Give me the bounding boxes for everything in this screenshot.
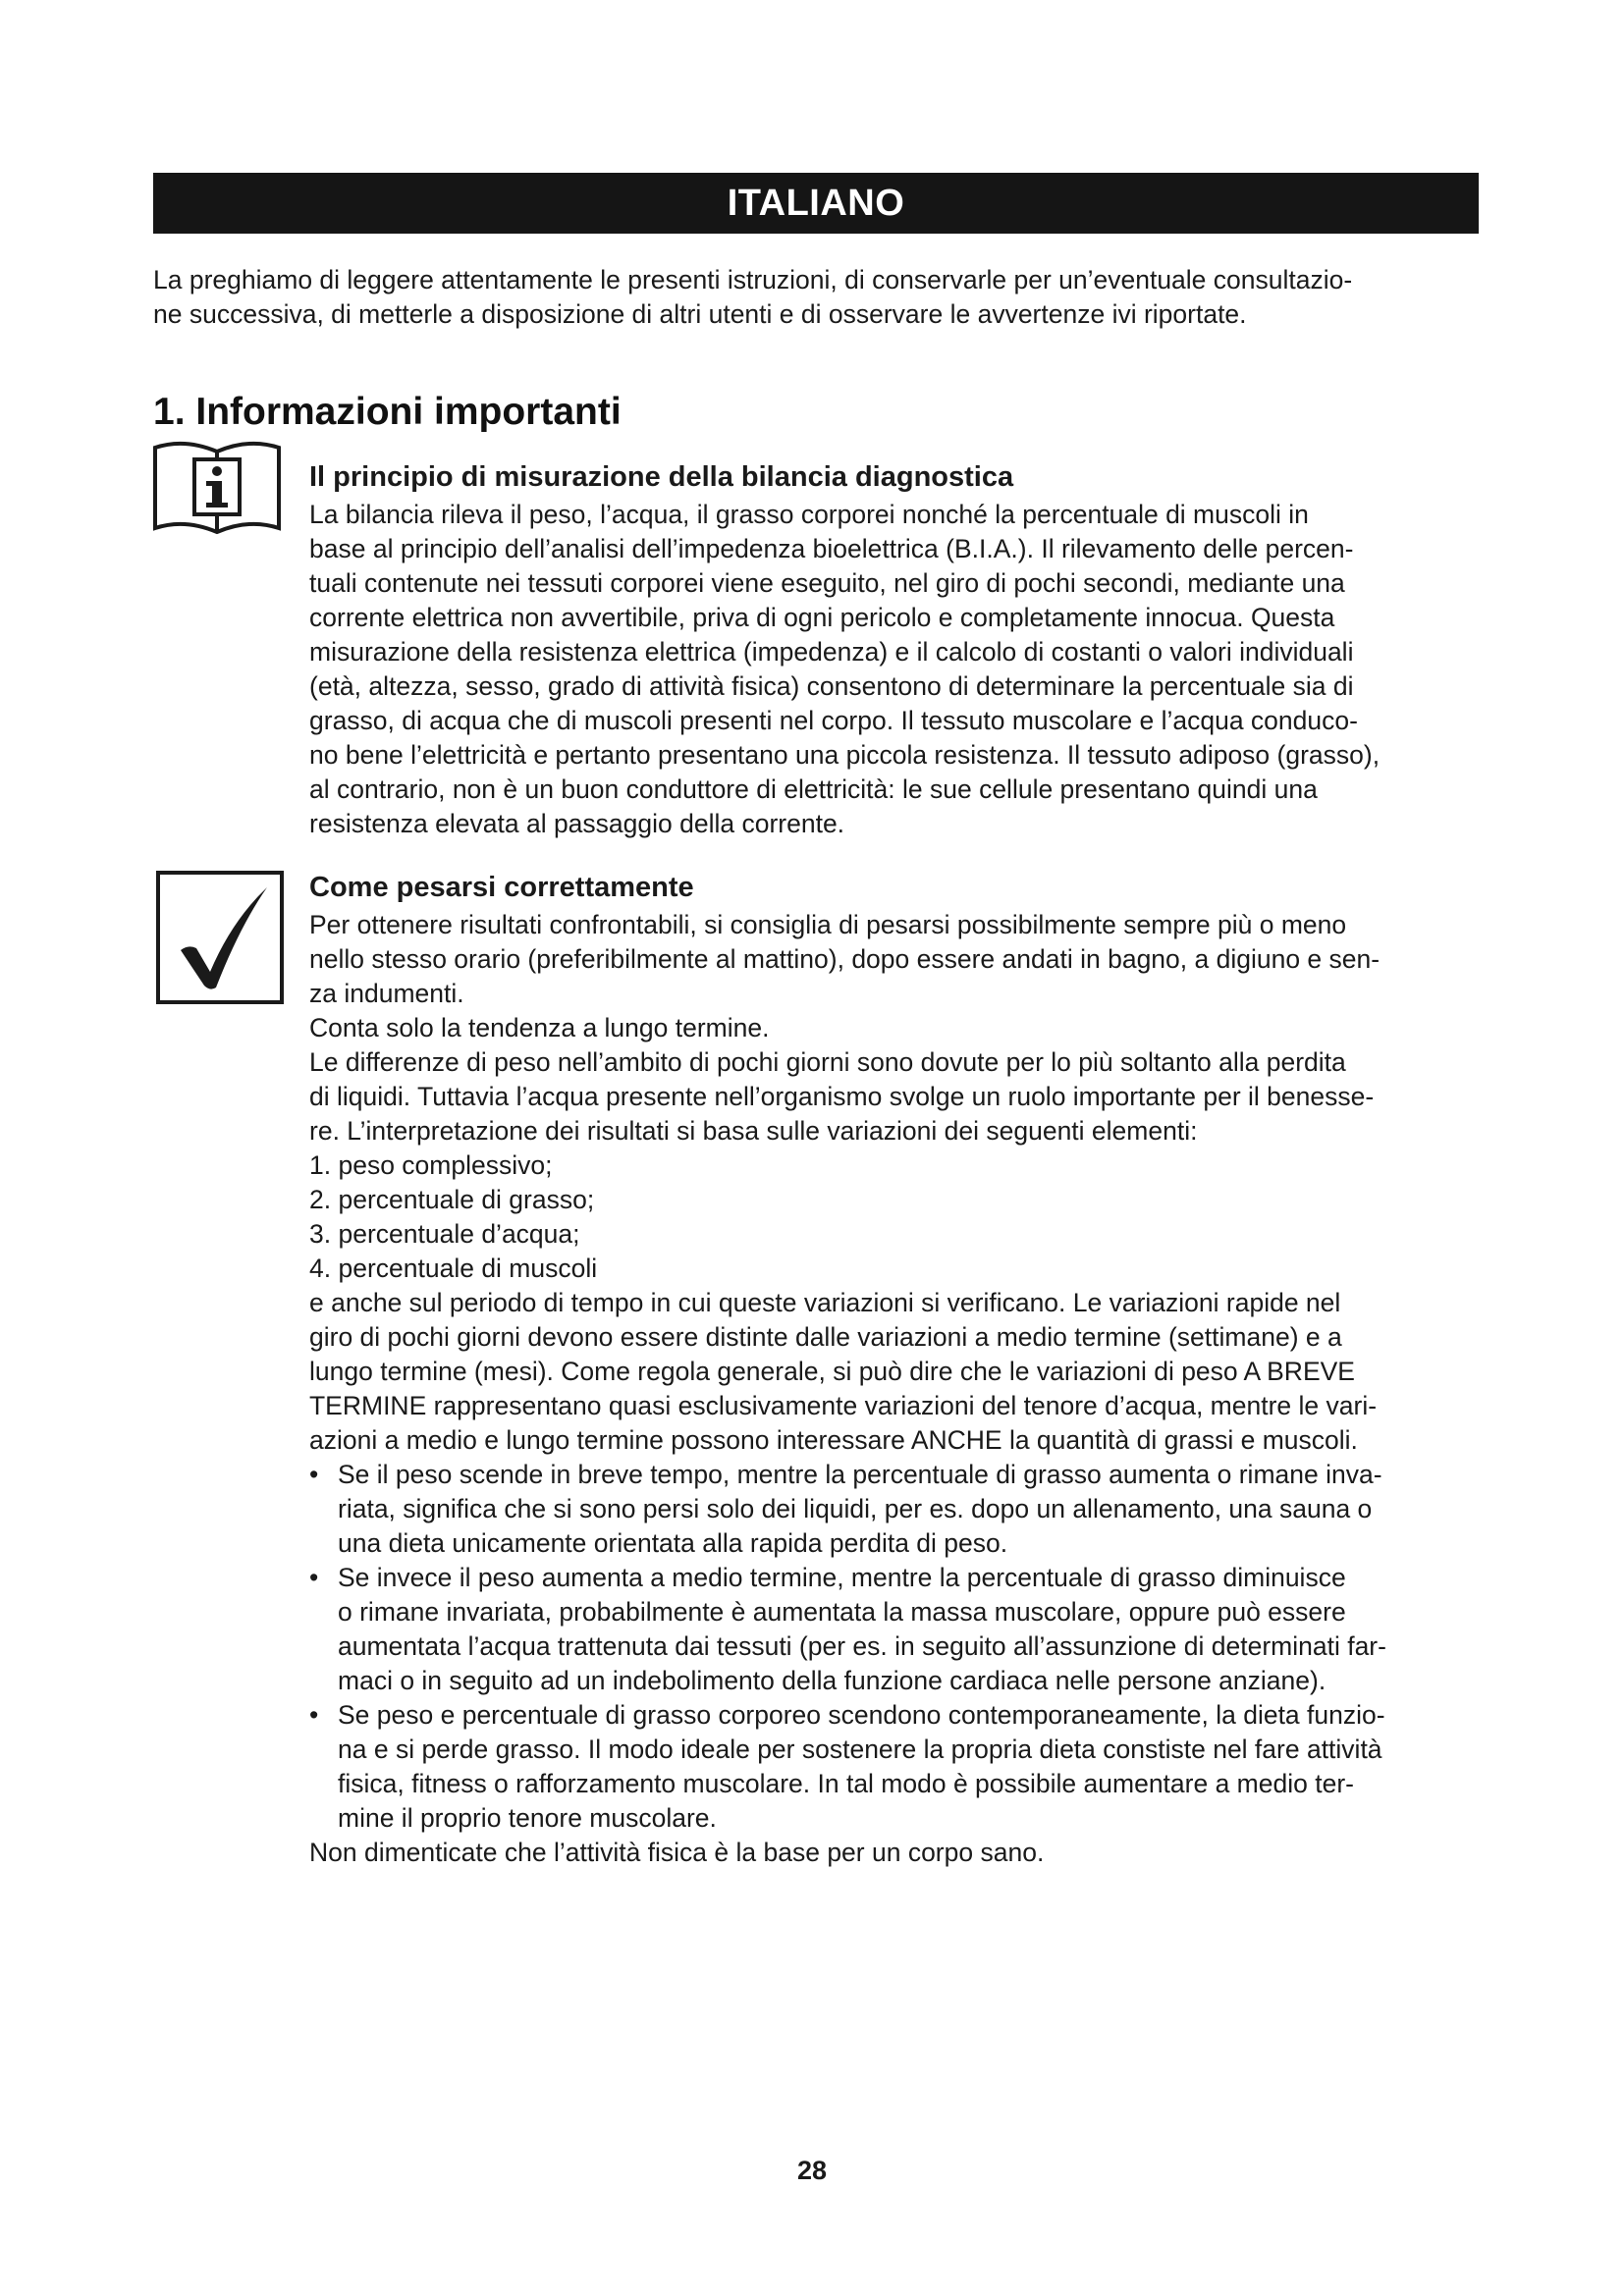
- checkmark-icon: [155, 870, 285, 1005]
- bullet-line: o rimane invariata, probabilmente è aumentata la massa muscolare, oppure può essere: [338, 1597, 1346, 1627]
- info-manual-icon: [149, 438, 285, 538]
- principle-line: no bene l’elettricità e pertanto presentano una piccola resistenza. Il tessuto adiposo (grasso),: [309, 740, 1380, 770]
- principle-line: resistenza elevata al passaggio della corrente.: [309, 809, 845, 838]
- weighing-line: giro di pochi giorni devono essere distinte dalle variazioni a medio termine (settimane) e a: [309, 1322, 1342, 1352]
- list-item: 2. percentuale di grasso;: [309, 1185, 595, 1214]
- intro-line: ne successiva, di metterle a disposizione di altri utenti e di osservare le avvertenze ivi riportate.: [153, 299, 1247, 329]
- bullet-item: [309, 1561, 1484, 1698]
- bullet-item: [309, 1698, 1484, 1836]
- list-item: 1. peso complessivo;: [309, 1150, 553, 1180]
- principle-line: corrente elettrica non avvertibile, priva di ogni pericolo e completamente innocua. Questa: [309, 603, 1335, 632]
- intro-paragraph: [153, 263, 1485, 332]
- list-item: 4. percentuale di muscoli: [309, 1254, 598, 1283]
- list-item: 3. percentuale d’acqua;: [309, 1219, 580, 1249]
- bullet-line: riata, significa che si sono persi solo dei liquidi, per es. dopo un allenamento, una sauna o: [338, 1494, 1373, 1523]
- bullet-symbol: •: [309, 1460, 319, 1489]
- bullet-line: una dieta unicamente orientata alla rapida perdita di peso.: [338, 1528, 1008, 1558]
- weighing-line: azioni a medio e lungo termine possono interessare ANCHE la quantità di grassi e muscoli.: [309, 1425, 1358, 1455]
- bullet-symbol: •: [309, 1700, 319, 1730]
- bullet-line: mine il proprio tenore muscolare.: [338, 1803, 717, 1833]
- weighing-line: nello stesso orario (preferibilmente al mattino), dopo essere andati in bagno, a digiuno e sen-: [309, 944, 1380, 974]
- weighing-section: [309, 868, 1484, 1870]
- bullet-line: Se il peso scende in breve tempo, mentre la percentuale di grasso aumenta o rimane inva-: [338, 1460, 1382, 1489]
- page-number: 28: [796, 2156, 828, 2185]
- section-title: 1. Informazioni importanti: [153, 391, 622, 433]
- weighing-line: lungo termine (mesi). Come regola generale, si può dire che le variazioni di peso A BREVE: [309, 1357, 1355, 1386]
- principle-line: al contrario, non è un buon conduttore di elettricità: le sue cellule presentano quindi una: [309, 774, 1318, 804]
- bullet-line: Se peso e percentuale di grasso corporeo scendono contemporaneamente, la dieta funzio-: [338, 1700, 1385, 1730]
- principle-section: [309, 457, 1484, 841]
- bullet-line: maci o in seguito ad un indebolimento della funzione cardiaca nelle persone anziane).: [338, 1666, 1326, 1695]
- principle-line: misurazione della resistenza elettrica (impedenza) e il calcolo di costanti o valori individuali: [309, 637, 1354, 667]
- principle-line: tuali contenute nei tessuti corporei viene eseguito, nel giro di pochi secondi, mediante una: [309, 568, 1345, 598]
- bullet-item: [309, 1458, 1484, 1561]
- principle-line: (età, altezza, sesso, grado di attività fisica) consentono di determinare la percentuale sia di: [309, 671, 1354, 701]
- bullet-line: fisica, fitness o rafforzamento muscolare. In tal modo è possibile aumentare a medio ter-: [338, 1769, 1354, 1798]
- weighing-line: Conta solo la tendenza a lungo termine.: [309, 1013, 770, 1042]
- weighing-line: TERMINE rappresentano quasi esclusivamente variazioni del tenore d’acqua, mentre le vari-: [309, 1391, 1378, 1420]
- weighing-line: re. L’interpretazione dei risultati si basa sulle variazioni dei seguenti elementi:: [309, 1116, 1198, 1146]
- principle-line: grasso, di acqua che di muscoli presenti nel corpo. Il tessuto muscolare e l’acqua conduco-: [309, 706, 1358, 735]
- closing-line: Non dimenticate che l’attività fisica è la base per un corpo sano.: [309, 1838, 1045, 1867]
- weighing-line: Per ottenere risultati confrontabili, si consiglia di pesarsi possibilmente sempre più o meno: [309, 910, 1347, 939]
- bullet-line: aumentata l’acqua trattenuta dai tessuti (per es. in seguito all’assunzione di determinati far-: [338, 1631, 1386, 1661]
- bullet-symbol: •: [309, 1563, 319, 1592]
- principle-line: La bilancia rileva il peso, l’acqua, il grasso corporei nonché la percentuale di muscoli in: [309, 500, 1309, 529]
- intro-line: La preghiamo di leggere attentamente le presenti istruzioni, di conservarle per un’eventuale consultazio-: [153, 265, 1353, 294]
- principle-title: Il principio di misurazione della bilancia diagnostica: [309, 461, 1014, 493]
- principle-line: base al principio dell’analisi dell’impedenza bioelettrica (B.I.A.). Il rilevamento delle percen-: [309, 534, 1354, 563]
- weighing-title: Come pesarsi correttamente: [309, 872, 694, 903]
- language-header: ITALIANO: [153, 173, 1479, 234]
- weighing-line: Le differenze di peso nell’ambito di pochi giorni sono dovute per lo più soltanto alla perdita: [309, 1047, 1346, 1077]
- weighing-line: e anche sul periodo di tempo in cui queste variazioni si verificano. Le variazioni rapide nel: [309, 1288, 1341, 1317]
- weighing-line: za indumenti.: [309, 979, 464, 1008]
- bullet-line: na e si perde grasso. Il modo ideale per sostenere la propria dieta constiste nel fare attività: [338, 1735, 1382, 1764]
- weighing-line: di liquidi. Tuttavia l’acqua presente nell’organismo svolge un ruolo importante per il benesse-: [309, 1082, 1375, 1111]
- bullet-line: Se invece il peso aumenta a medio termine, mentre la percentuale di grasso diminuisce: [338, 1563, 1346, 1592]
